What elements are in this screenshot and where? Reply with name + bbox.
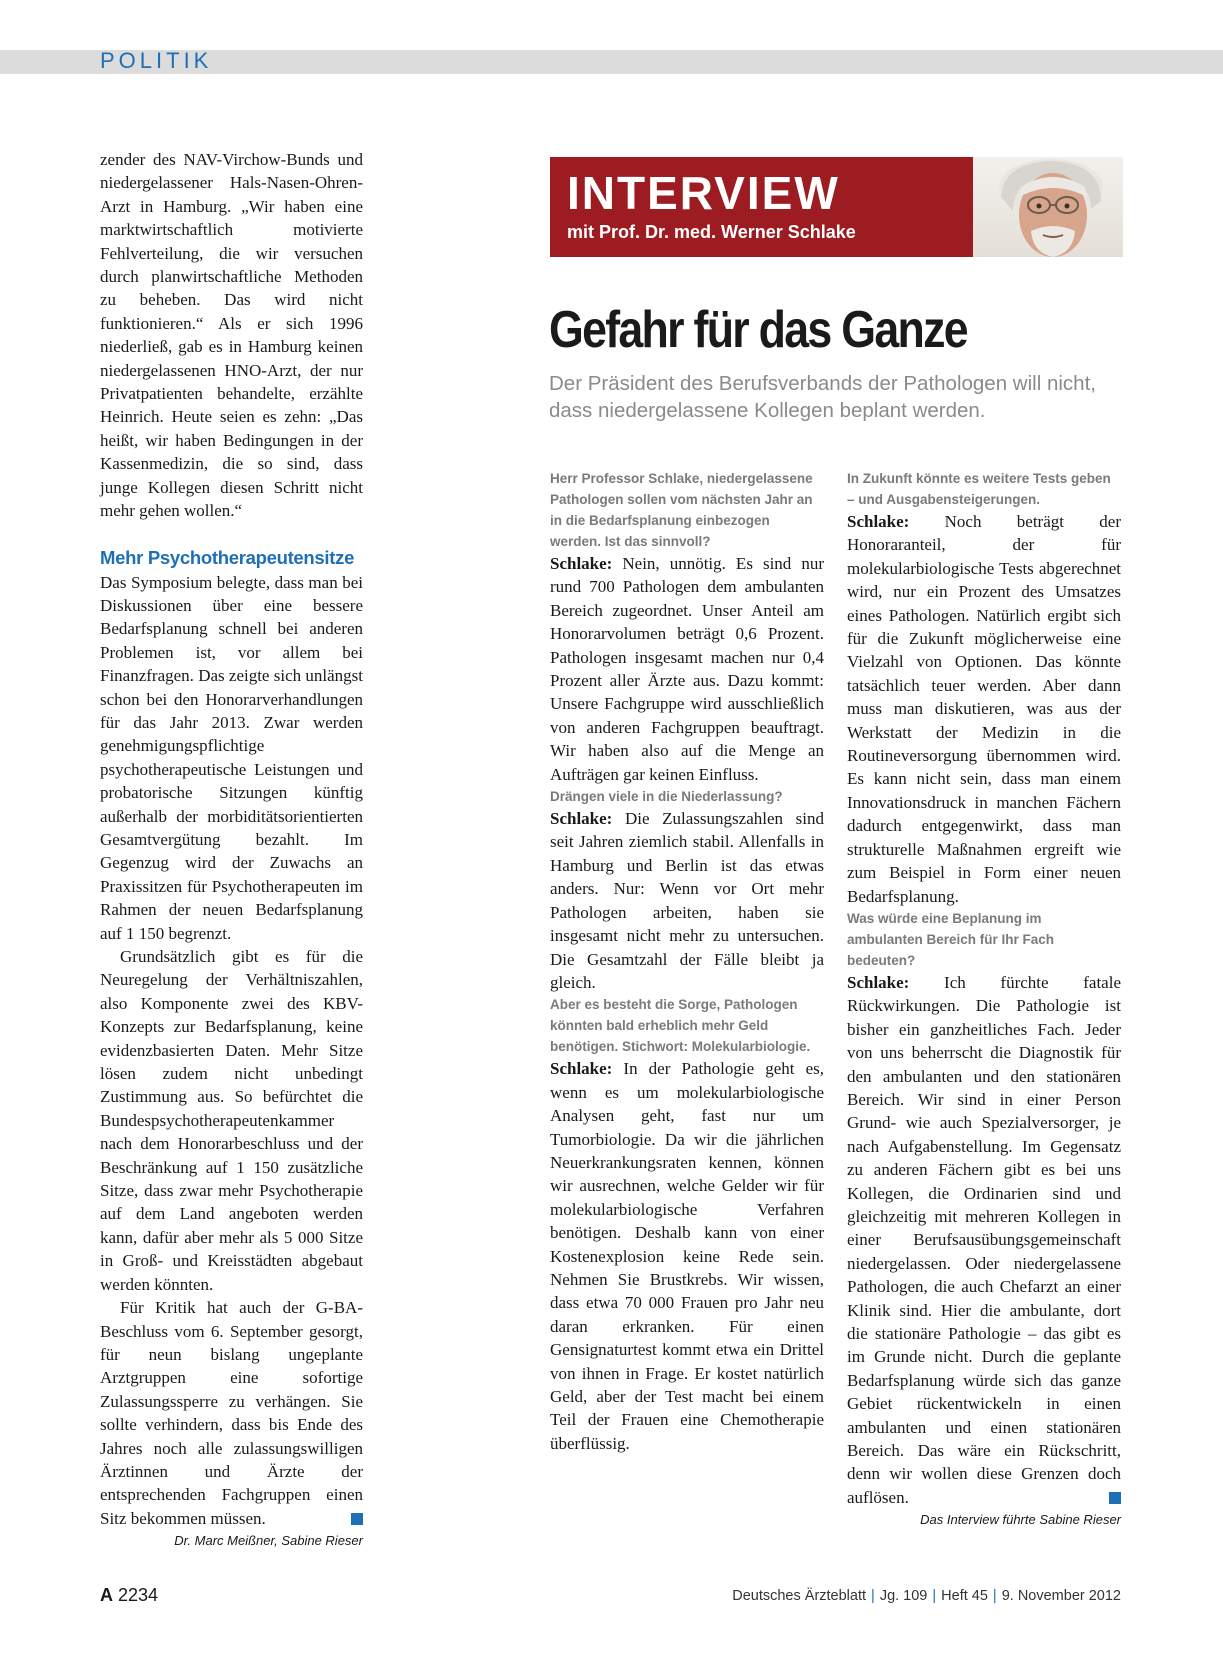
portrait-illustration <box>973 157 1123 257</box>
byline: Dr. Marc Meißner, Sabine Rieser <box>174 1533 363 1549</box>
subheading: Mehr Psychotherapeutensitze <box>100 546 355 568</box>
question-5: Was würde eine Beplanung im ambulanten Bereich für Ihr Fach bedeuten? <box>847 910 1055 968</box>
answer-4-text: Noch beträgt der Honoraranteil, der für molekularbiologische Tests abgerechnet wird, nur ein Prozent des Umsatzes eines Pathologen. Natürlich ergibt sich für die Zukunft möglicherweise eine Vielzahl von Optionen. Das könnte tatsächlich teuer werden. Aber dann muss man diskutieren, was aus der Werkstatt der Medizin in die Routineversorgung übernommen wird. Es kann nicht sein, dass man einem Innovationsdruck in manchen Fächern dadurch entgegenwirkt, dass man strukturelle Maßnahmen ergreift wie zum Beispiel in Form einer neuen Bedarfsplanung. <box>847 512 1121 906</box>
separator: | <box>992 1588 997 1604</box>
headline: Gefahr für das Ganze <box>549 301 967 359</box>
answer-3 <box>550 1057 824 1455</box>
right-column <box>847 468 1121 1529</box>
question-1: Herr Professor Schlake, niedergelassene Pathologen sollen vom nächsten Jahr an in die Bedarfsplanung einbezogen werden. Ist das sinnvoll? <box>550 471 813 549</box>
answer-2-text: Die Zulassungszahlen sind seit Jahren ziemlich stabil. Allenfalls in Hamburg und Berlin ist das etwas anders. Nur: Wenn vor Ort mehr Pathologen arbeiten, haben sie insgesamt nicht mehr zu untersuchen. Die Gesamtzahl der Fälle bleibt ja gleich. <box>550 809 824 992</box>
interview-byline: Das Interview führte Sabine Rieser <box>920 1512 1121 1528</box>
journal-volume: Jg. 109 <box>879 1588 928 1604</box>
answer-1 <box>550 552 824 786</box>
deck: Der Präsident des Berufsverbands der Pathologen will nicht, dass niedergelassene Kollegen beplant werden. <box>549 372 1096 422</box>
speaker-label: Schlake: <box>550 554 613 573</box>
separator: | <box>871 1588 875 1604</box>
left-paragraph-2: Grundsätzlich gibt es für die Neuregelung der Verhältniszahlen, also Komponente zwei des KBV-Konzepts zur Bedarfsplanung, keine evidenzbasierten Daten. Mehr Sitze lösen zudem nicht unbedingt Zustimmung aus. So befürchtet die Bundespsychotherapeutenkammer nach dem Honorarbeschluss und der Beschränkung auf 1 150 zusätzliche Sitze, dass zwar mehr Psychotherapie auf dem Land angeboten werden kann, dafür aber mehr als 5 000 Sitze in Groß- und Kreisstädten abgebaut werden könnten. <box>100 947 363 1294</box>
separator: | <box>932 1588 937 1604</box>
section-label: POLITIK <box>100 48 213 73</box>
journal-date: 9. November 2012 <box>1001 1588 1121 1604</box>
answer-2 <box>550 807 824 994</box>
end-mark-icon <box>1109 1492 1121 1504</box>
left-paragraph-3-text: Für Kritik hat auch der G-BA-Beschluss vom 6. September gesorgt, für neun bislang ungeplante Arztgruppen eine sofortige Zulassungssperre zu verhängen. Sie sollte verhindern, dass bis Ende des Jahres noch alle zulassungswilligen Ärztinnen und Ärzte der entsprechenden Fachgruppen einen Sitz bekommen müssen. <box>100 1298 363 1528</box>
middle-column <box>550 468 824 1455</box>
answer-1-text: Nein, unnötig. Es sind nur rund 700 Pathologen dem ambulanten Bereich zugeordnet. Unser Anteil am Honorarvolumen beträgt 0,6 Prozent. Pathologen insgesamt machen nur 0,4 Prozent aller Ärzte aus. Dazu kommt: Unsere Fachgruppe wird ausschließlich von anderen Fachgruppen beauftragt. Wir haben also auf die Menge an Aufträgen gar keinen Einfluss. <box>550 554 824 784</box>
speaker-label: Schlake: <box>847 972 910 992</box>
speaker-label: Schlake: <box>550 809 613 829</box>
page-number-value: 2234 <box>118 1585 159 1605</box>
answer-3-text: In der Pathologie geht es, wenn es um molekularbiologische Analysen geht, fast nur um Tumorbiologie. Da wir die jährlichen Neuerkrankungsraten kennen, können wir ausrechnen, welche Gelder wir für molekularbiologische Verfahren benötigen. Deshalb kann von einer Kostenexplosion keine Rede sein. Nehmen Sie Brustkrebs. Wir wissen, dass etwa 70 000 Frauen pro Jahr neu daran erkranken. Für einen Gensignaturtest kommt etwa ein Drittel von ihnen in Frage. Er kostet natürlich Geld, aber der Test macht bei einem Teil der Frauen eine Chemotherapie überflüssig. <box>550 1059 824 1453</box>
answer-4 <box>847 510 1121 908</box>
journal-name: Deutsches Ärzteblatt <box>732 1588 867 1604</box>
question-2: Drängen viele in die Niederlassung? <box>550 789 783 805</box>
speaker-label: Schlake: <box>550 1059 613 1079</box>
portrait-photo <box>973 157 1123 257</box>
page-number <box>100 1585 158 1606</box>
interview-subtitle: mit Prof. Dr. med. Werner Schlake <box>567 222 856 242</box>
question-4: In Zukunft könnte es weitere Tests geben – und Ausgabensteigerungen. <box>847 471 1111 507</box>
answer-5 <box>847 971 1121 1509</box>
interview-title: INTERVIEW <box>567 167 840 219</box>
left-paragraph-3 <box>100 1296 363 1530</box>
speaker-label: Schlake: <box>847 512 910 531</box>
end-mark-icon <box>351 1513 363 1525</box>
left-column <box>100 148 363 1550</box>
journal-info <box>732 1588 1121 1604</box>
left-paragraph-1: Das Symposium belegte, dass man bei Diskussionen über eine bessere Bedarfsplanung schnell bei anderen Problemen ist, vor allem bei Finanzfragen. Das zeigte sich unlängst schon bei den Honorarverhandlungen für das Jahr 2013. Zwar werden genehmigungspflichtige psychotherapeutische Leistungen und probatorische Sitzungen künftig außerhalb der morbiditätsorientierten Gesamtvergütung bezahlt. Im Gegenzug wird der Zuwachs an Praxissitzen für Psychotherapeuten im Rahmen der neuen Bedarfsplanung auf 1 150 begrenzt. <box>100 572 363 943</box>
journal-issue: Heft 45 <box>941 1588 988 1604</box>
answer-5-text: Ich fürchte fatale Rückwirkungen. Die Pathologie ist bisher ein ganzheitliches Fach. Jeder von uns beherrscht die Diagnostik für den ambulanten und den stationären Bereich. Wir sind in einer Person Grund- wie auch Spezialversorger, je nach Aufgabenstellung. Im Gegensatz zu anderen Fächern gibt es bei uns Kollegen, die Ordinarien sind und gleichzeitig mit mehreren Kollegen in einer Berufsausübungsgemeinschaft niedergelassen. Oder niedergelassene Pathologen, die auch Chefarzt an einer Klinik sind. Hier die ambulante, dort die stationäre Pathologie – das gibt es im Grunde nicht. Durch die geplante Bedarfsplanung würde sich das ganze Gebiet rückentwickeln in einen ambulanten und einen stationären Bereich. Das wäre ein Rückschritt, denn wir wollen diese Grenzen doch auflösen. <box>847 972 1121 1507</box>
left-intro-paragraph: zender des NAV-Virchow-Bunds und niedergelassener Hals-Nasen-Ohren-Arzt in Hamburg. „Wir haben eine marktwirtschaftlich motivierte Fehlverteilung, die wir versuchen durch planwirtschaftliche Methoden zu beheben. Das wird nicht funktionieren.“ Als er sich 1996 niederließ, gab es in Hamburg keinen niedergelassenen HNO-Arzt, der nur Privatpatienten behandelte, erzählte Heinrich. Heute seien es zehn: „Das heißt, wir haben Bedingungen in der Kassenmedizin, die so sind, dass junge Kollegen diesen Schritt nicht mehr gehen wollen.“ <box>100 150 363 521</box>
interview-banner <box>550 157 973 257</box>
page-prefix: A <box>100 1585 113 1605</box>
question-3: Aber es besteht die Sorge, Pathologen könnten bald erheblich mehr Geld benötigen. Stichwort: Molekularbiologie. <box>550 997 811 1055</box>
